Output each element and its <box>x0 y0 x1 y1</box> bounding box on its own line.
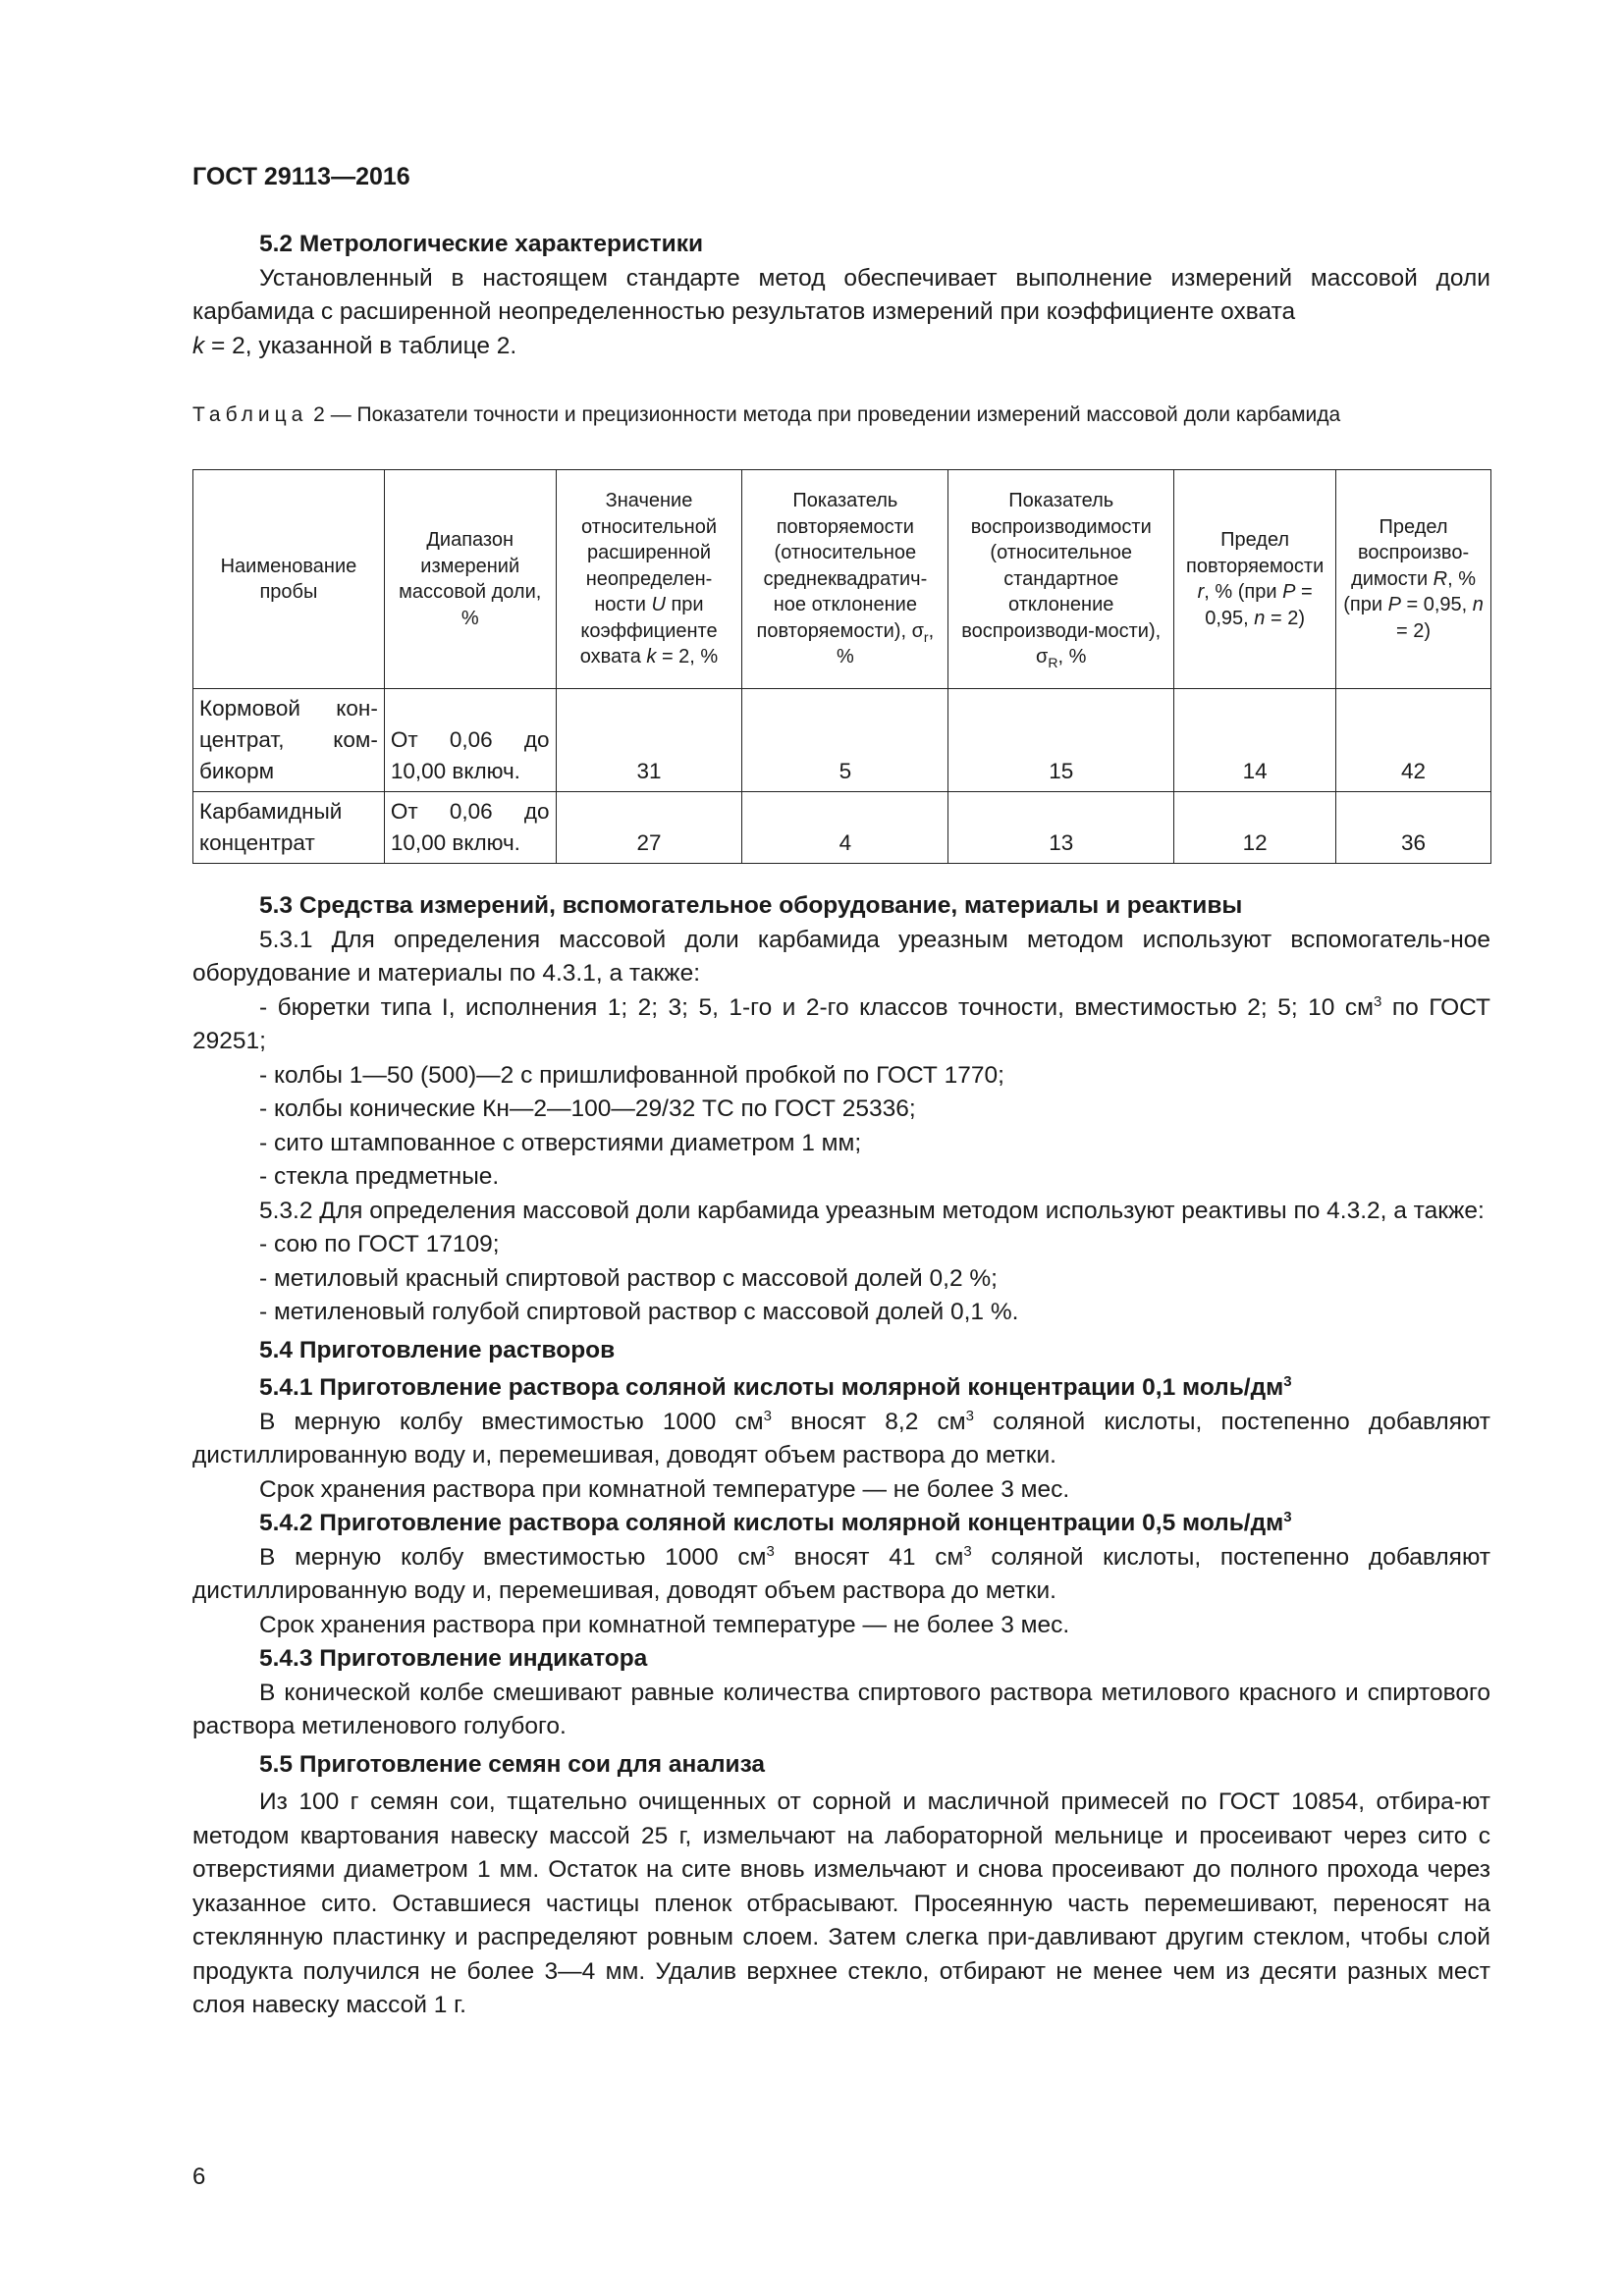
main-text-flow <box>192 889 1490 2023</box>
header-repeatability: Показатель повторяемости (относительное среднеквадратич-ное отклонение повторяемости), $\sigma_r$, % <box>742 470 948 689</box>
cell-sample-name: Кормовой кон-центрат, ком-бикорм <box>193 689 385 792</box>
cell-reproducibility: 13 <box>948 792 1174 864</box>
list-item: - сою по ГОСТ 17109; <box>259 1231 500 1257</box>
paragraph-5-4-3: В конической колбе смешивают равные количества спиртового раствора метилового красного и спиртового раствора метиленового голубого. <box>192 1679 1490 1739</box>
cell-repeatability: 5 <box>742 689 948 792</box>
table-row <box>193 792 1491 864</box>
cell-range: От 0,06 до 10,00 включ. <box>384 792 556 864</box>
cell-uncertainty: 31 <box>556 689 742 792</box>
list-item: - стекла предметные. <box>259 1163 500 1190</box>
section-5-2-title: 5.2 Метрологические характеристики <box>259 231 704 257</box>
paragraph-5-4-1: В мерную колбу вместимостью 1000 $см^3$ вносят 8,2 $см^3$ соляной кислоты, постепенно добавляют дистиллированную воду и, перемешивая, доводят объем раствора до метки. <box>192 1407 1491 1468</box>
section-5-2 <box>192 228 1490 363</box>
cell-repeatability: 4 <box>742 792 948 864</box>
header-uncertainty: Значение относительной расширенной неопределен-ности U при коэффициенте охвата k = 2, % <box>556 470 742 689</box>
storage-note: Срок хранения раствора при комнатной температуре — не более 3 мес. <box>259 1611 1070 1638</box>
section-5-4-1-title: 5.4.1 Приготовление раствора соляной кислоты молярной концентрации 0,1 моль/$дм^3$ <box>259 1372 1292 1401</box>
list-item: - метиловый красный спиртовой раствор с массовой долей 0,2 %; <box>259 1264 998 1292</box>
header-reproducibility-limit: Предел воспроизво-димости R, % (при P = 0,95, n = 2) <box>1336 470 1491 689</box>
section-5-4-title: 5.4 Приготовление растворов <box>259 1336 616 1363</box>
paragraph-5-3-1: 5.3.1 Для определения массовой доли карбамида уреазным методом используют вспомогатель-ное оборудование и материалы по 4.3.1, а также: <box>192 926 1490 987</box>
list-item: - колбы 1—50 (500)—2 с пришлифованной пробкой по ГОСТ 1770; <box>259 1061 1004 1089</box>
cell-reproducibility-limit: 36 <box>1336 792 1491 864</box>
section-5-3-title: 5.3 Средства измерений, вспомогательное оборудование, материалы и реактивы <box>259 892 1243 919</box>
cell-reproducibility: 15 <box>948 689 1174 792</box>
section-5-4-2-title: 5.4.2 Приготовление раствора соляной кислоты молярной концентрации 0,5 моль/$дм^3$ <box>259 1508 1292 1536</box>
page-number: 6 <box>192 2163 206 2190</box>
header-repeatability-limit: Предел повторяемости r, % (при P = 0,95, n = 2) <box>1174 470 1336 689</box>
table-header-row <box>193 470 1491 689</box>
table-2 <box>192 469 1491 864</box>
list-item: - бюретки типа I, исполнения 1; 2; 3; 5, 1-го и 2-го классов точности, вместимостью 2; 5; 10 $см^3$ по ГОСТ 29251; <box>192 992 1490 1054</box>
cell-reproducibility-limit: 42 <box>1336 689 1491 792</box>
header-range: Диапазон измерений массовой доли, % <box>384 470 556 689</box>
cell-repeatability-limit: 12 <box>1174 792 1336 864</box>
header-reproducibility: Показатель воспроизводимости (относительное стандартное отклонение воспроизводи-мости), $\sigma_R$, % <box>948 470 1174 689</box>
paragraph-5-5: Из 100 г семян сои, тщательно очищенных от сорной и масличной примесей по ГОСТ 10854, отбира-ют методом квартования навеску массой 25 г, измельчают на лабораторной мельнице и просеивают через сито с отверстиями диаметром 1 мм. Остаток на сите вновь измельчают и снова просеивают до полного прохода через указанное сито. Оставшиеся частицы пленок отбрасывают. Просеянную часть перемешивают, переносят на стеклянную пластинку и распределяют ровным слоем. Затем слегка при-давливают другим стеклом, чтобы слой продукта получился не более 3—4 мм. Удалив верхнее стекло, отбирают не менее чем из десяти разных мест слоя навеску массой 1 г. <box>192 1789 1490 2018</box>
table-row <box>193 689 1491 792</box>
list-item: - метиленовый голубой спиртовой раствор с массовой долей 0,1 %. <box>259 1299 1019 1325</box>
storage-note: Срок хранения раствора при комнатной температуре — не более 3 мес. <box>259 1475 1070 1503</box>
paragraph-5-3-2: 5.3.2 Для определения массовой доли карбамида уреазным методом используют реактивы по 4.3.2, а также: <box>259 1197 1485 1224</box>
section-5-5-title: 5.5 Приготовление семян сои для анализа <box>259 1750 766 1778</box>
cell-repeatability-limit: 14 <box>1174 689 1336 792</box>
cell-uncertainty: 27 <box>556 792 742 864</box>
section-5-2-paragraph: Установленный в настоящем стандарте метод обеспечивает выполнение измерений массовой доли карбамида с расширенной неопределенностью результатов измерений при коэффициенте охвата k = 2, указанной в таблице 2. <box>192 264 1490 359</box>
list-item: - сито штампованное с отверстиями диаметром 1 мм; <box>259 1129 862 1156</box>
section-5-4-3-title: 5.4.3 Приготовление индикатора <box>259 1645 648 1672</box>
cell-sample-name: Карбамидный концентрат <box>193 792 385 864</box>
list-item: - колбы конические Кн—2—100—29/32 ТС по ГОСТ 25336; <box>259 1095 916 1122</box>
paragraph-5-4-2: В мерную колбу вместимостью 1000 $см^3$ вносят 41 $см^3$ соляной кислоты, постепенно добавляют дистиллированную воду и, перемешивая, доводят объем раствора до метки. <box>192 1542 1490 1604</box>
header-sample-name: Наименование пробы <box>193 470 385 689</box>
cell-range: От 0,06 до 10,00 включ. <box>384 689 556 792</box>
table-2-caption: Таблица 2 — Показатели точности и прецизионности метода при проведении измерений массовой доли карбамида <box>192 403 1341 426</box>
document-header: ГОСТ 29113—2016 <box>192 163 410 190</box>
